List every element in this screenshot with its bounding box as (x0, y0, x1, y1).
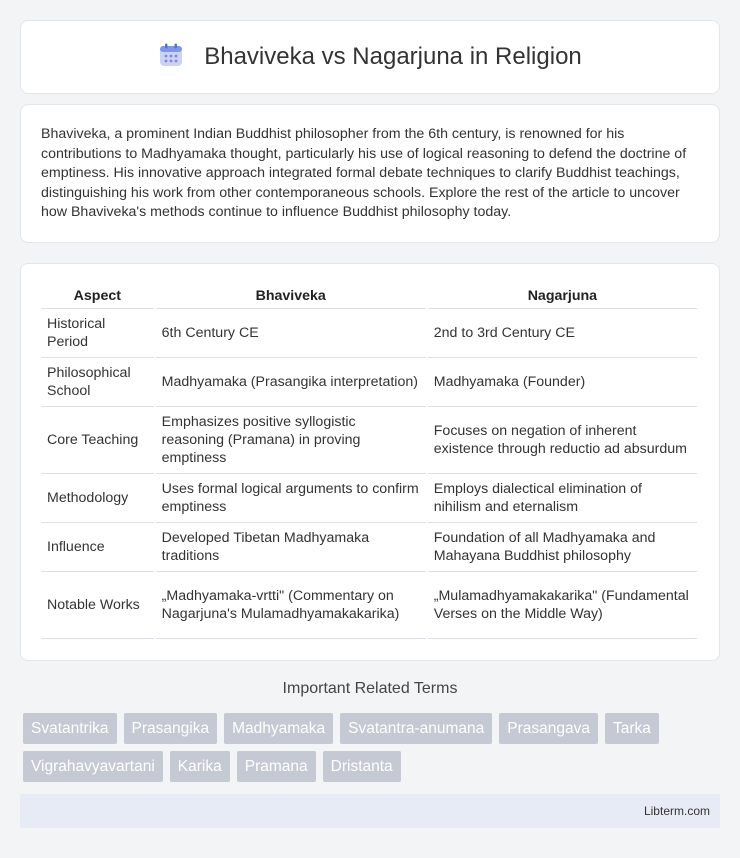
footer (20, 794, 720, 828)
table-cell: Madhyamaka (Prasangika interpretation) (156, 358, 426, 407)
intro-text: Bhaviveka, a prominent Indian Buddhist philosopher from the 6th century, is renowned for his contributions to Madhyamaka thought, particularly his use of logical reasoning to defend the doctrine of emptiness. His innovative approach integrated formal debate techniques to clarify Buddhist teachings, distinguishing his work from other contemporaneous schools. Explore the rest of the article to uncover how Bhaviveka's methods continue to influence Buddhist philosophy today. (41, 126, 687, 221)
table-cell: „Madhyamaka-vrtti" (Commentary on Nagarjuna's Mulamadhyamakakarika) (156, 572, 426, 639)
table-cell: Methodology (41, 474, 154, 523)
table-row (41, 523, 697, 572)
title-card (20, 20, 720, 94)
table-row (41, 407, 697, 474)
term-tag[interactable]: Svatantra-anumana (340, 713, 492, 744)
table-cell: „Mulamadhyamakakarika" (Fundamental Verses on the Middle Way) (428, 572, 697, 639)
term-tag[interactable]: Tarka (605, 713, 659, 744)
table-cell: Philosophical School (41, 358, 154, 407)
table-row (41, 572, 697, 639)
table-cell: Employs dialectical elimination of nihilism and eternalism (428, 474, 697, 523)
table-cell: Developed Tibetan Madhyamaka traditions (156, 523, 426, 572)
table-cell: Historical Period (41, 309, 154, 358)
table-cell: Emphasizes positive syllogistic reasoning (Pramana) in proving emptiness (156, 407, 426, 474)
term-tag[interactable]: Prasangava (499, 713, 598, 744)
related-terms-list (23, 713, 703, 782)
comparison-card (20, 263, 720, 661)
table-cell: 6th Century CE (156, 309, 426, 358)
term-tag[interactable]: Madhyamaka (224, 713, 333, 744)
table-cell: Influence (41, 523, 154, 572)
table-cell: Notable Works (41, 572, 154, 639)
term-tag[interactable]: Pramana (237, 751, 316, 782)
term-tag[interactable]: Prasangika (124, 713, 218, 744)
term-tag[interactable]: Dristanta (323, 751, 401, 782)
related-terms-title: Important Related Terms (282, 680, 458, 697)
table-row (41, 309, 697, 358)
table-header-row (41, 284, 697, 309)
comparison-table (39, 284, 699, 639)
page-title: Bhaviveka vs Nagarjuna in Religion (204, 43, 582, 70)
calendar-icon (158, 42, 184, 73)
table-cell: Madhyamaka (Founder) (428, 358, 697, 407)
table-row (41, 474, 697, 523)
term-tag[interactable]: Vigrahavyavartani (23, 751, 163, 782)
table-cell: 2nd to 3rd Century CE (428, 309, 697, 358)
table-cell: Core Teaching (41, 407, 154, 474)
column-header: Nagarjuna (428, 284, 697, 309)
term-tag[interactable]: Svatantrika (23, 713, 117, 744)
column-header: Bhaviveka (156, 284, 426, 309)
table-cell: Uses formal logical arguments to confirm emptiness (156, 474, 426, 523)
footer-link[interactable]: Libterm.com (643, 804, 710, 818)
term-tag[interactable]: Karika (170, 751, 230, 782)
table-row (41, 358, 697, 407)
table-cell: Foundation of all Madhyamaka and Mahayana Buddhist philosophy (428, 523, 697, 572)
intro-card (20, 104, 720, 243)
column-header: Aspect (41, 284, 154, 309)
table-cell: Focuses on negation of inherent existence through reductio ad absurdum (428, 407, 697, 474)
